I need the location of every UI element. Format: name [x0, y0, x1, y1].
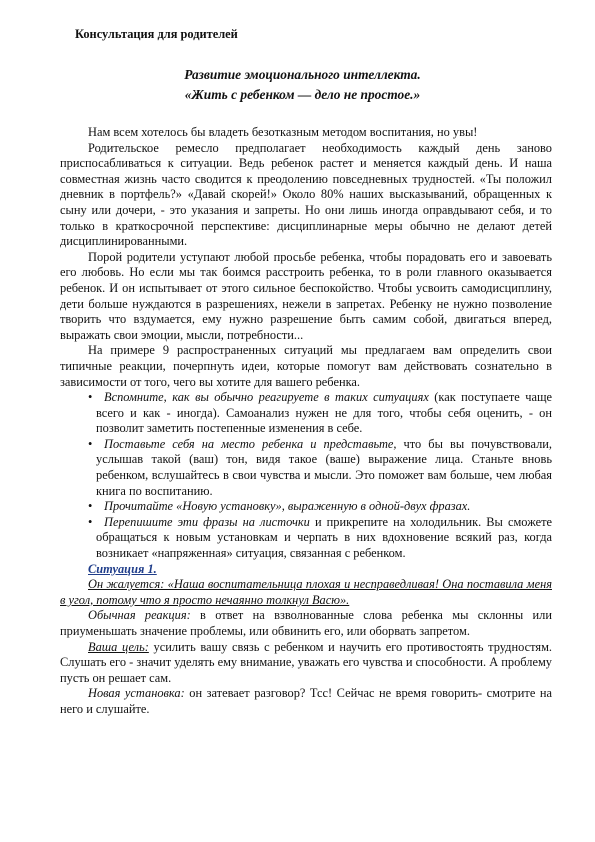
bullet-item	[60, 515, 552, 562]
bullet-item	[60, 390, 552, 437]
paragraph: Порой родители уступают любой просьбе ребенка, чтобы порадовать его и завоевать его любовь. Но если мы так боимся расстроить ребенка, то в роли главного оказывается ребенок. И он испытывает от этого сильное беспокойство. Чтобы усвоить самодисциплину, дети больше нуждаются в разрешениях, нежели в запретах. Ребенку не нужно позволение творить что вздумается, ему нужно разрешение быть самим собой, двигаться вперед, выражать свои эмоции, мысли, потребности...	[60, 249, 552, 342]
bullet-item	[60, 437, 552, 499]
bullet-emphasis: Вспомните, как вы обычно реагируете в таких ситуациях	[104, 390, 429, 405]
bullet-icon: •	[88, 499, 93, 514]
bullet-emphasis: Перепишите эти фразы на листочки	[104, 514, 310, 529]
usual-reaction	[60, 608, 552, 639]
bullet-item	[60, 499, 552, 515]
usual-reaction-text: в ответ на взволнованные слова ребенка мы склонны или приуменьшать значение проблемы, или обвинить его, или оборвать запретом.	[60, 608, 552, 638]
document-body	[60, 125, 552, 718]
new-attitude-label: Новая установка:	[88, 686, 185, 701]
bullet-icon: •	[88, 390, 93, 405]
your-goal	[60, 640, 552, 687]
usual-reaction-label: Обычная реакция:	[88, 608, 191, 623]
bullet-text: и прикрепите на холодильник. Вы сможете обращаться к новым установкам и черпать в них вдохновение всякий раз, когда возникает «напряженная» ситуация, связанная с ребенком.	[96, 514, 553, 561]
bullet-text: (как поступаете чаще всего и как - иногда). Самоанализ нужен не для того, чтобы себя оценить, - он позволит заметить постепенные изменения в себе.	[96, 390, 552, 436]
bullet-icon: •	[88, 514, 93, 529]
document-title	[60, 65, 545, 105]
situation-complaint: Он жалуется: «Наша воспитательница плохая и несправедливая! Она поставила меня в угол, потому что я просто нечаянно толкнул Васю».	[60, 577, 552, 607]
your-goal-text: усилить вашу связь с ребенком и научить его противостоять трудностям. Слушать его - значит уделять ему внимание, уважать его чувства и способности. А проблему пусть он решает сам.	[60, 639, 553, 685]
your-goal-label: Ваша цель:	[88, 639, 149, 654]
bullet-emphasis: Прочитайте «Новую установку», выраженную в одной-двух фразах.	[104, 499, 471, 514]
new-attitude	[60, 686, 552, 717]
paragraph: Родительское ремесло предполагает необходимость каждый день заново приспосабливаться к ситуации. Ведь ребенок растет и меняется каждый день. И наша совместная жизнь часто сводится к преодолению повседневных трудностей. «Ты положил дневник в портфель?» «Давай скорей!» Около 80% наших высказываний, обращенных к сыну или дочери, - это указания и запреты. Но они лишь иногда оправдывают себя, и то только в краткосрочной перспективе: дисциплинарные меры обычно не делают детей дисциплинированными.	[60, 140, 552, 249]
situation-title: Ситуация 1.	[88, 561, 157, 576]
bullet-text: что бы вы почувствовали, услышав такой (ваш) тон, видя такое (ваше) выражение лица. Станьте вновь ребенком, вслушайтесь в свои чувства и мысли. Это поможет вам больше, чем любая книга по воспитанию.	[96, 436, 552, 498]
title-line-1: Развитие эмоционального интеллекта.	[184, 67, 421, 82]
paragraph: Нам всем хотелось бы владеть безотказным методом воспитания, но увы!	[88, 125, 478, 139]
document-header: Консультация для родителей	[75, 27, 238, 41]
bullet-emphasis: Поставьте себя на место ребенка и представьте,	[104, 436, 397, 451]
paragraph: На примере 9 распространенных ситуаций мы предлагаем вам определить свои типичные реакции, почерпнуть идеи, которые помогут вам действовать сознательно в зависимости от того, чего вы хотите для вашего ребенка.	[60, 343, 552, 389]
bullet-icon: •	[88, 436, 93, 451]
new-attitude-text: он затевает разговор? Тсс! Сейчас не время говорить- смотрите на него и слушайте.	[60, 686, 552, 716]
title-line-2: «Жить с ребенком — дело не простое.»	[184, 87, 421, 102]
